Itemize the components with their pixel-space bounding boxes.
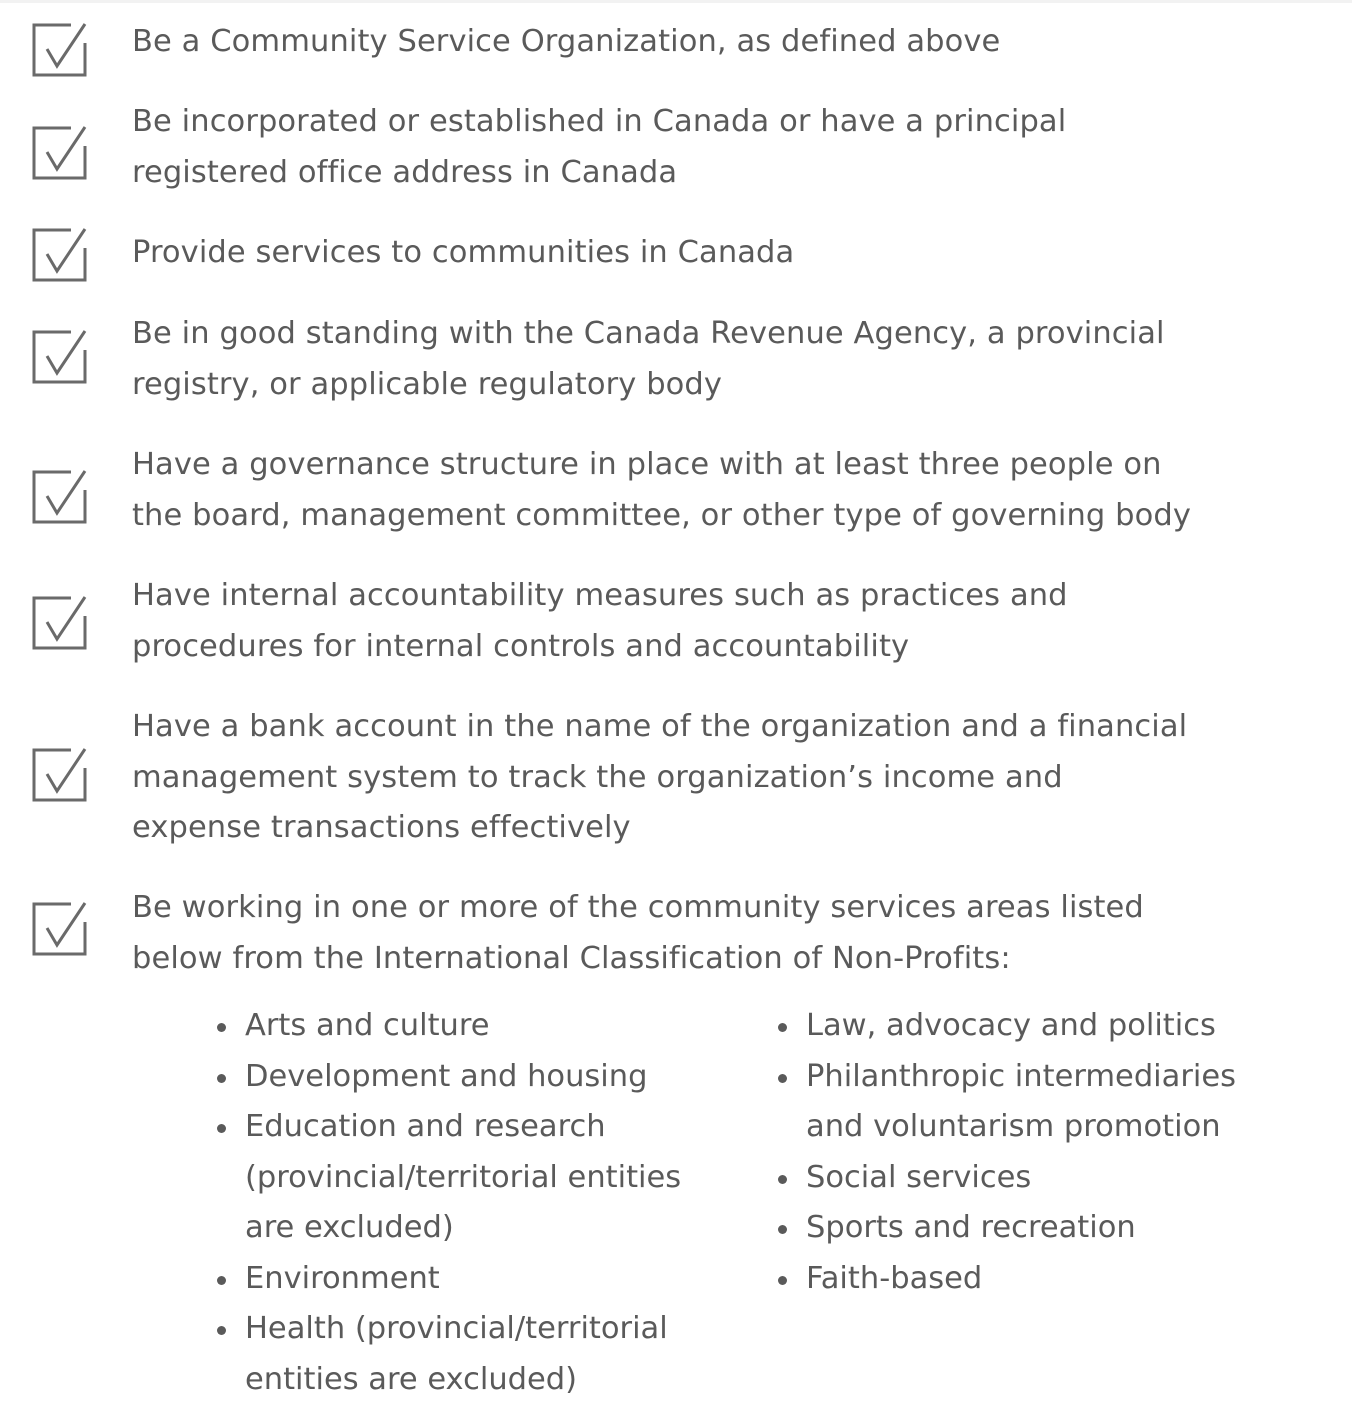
service-area-line: Faith-based bbox=[806, 1260, 983, 1296]
service-area-item bbox=[217, 1304, 681, 1405]
checked-box-icon bbox=[31, 21, 87, 77]
service-area-line: entities are excluded) bbox=[245, 1361, 578, 1397]
criterion-text bbox=[132, 883, 1332, 984]
checked-box-icon bbox=[31, 468, 87, 524]
service-area-item bbox=[778, 1001, 1236, 1052]
service-area-line: and voluntarism promotion bbox=[806, 1109, 1221, 1144]
service-area-line: Education and research bbox=[245, 1109, 606, 1144]
checked-box-icon bbox=[31, 226, 87, 282]
criterion-text bbox=[132, 228, 1332, 279]
service-area-line: Social services bbox=[806, 1159, 1032, 1195]
checked-box-icon bbox=[31, 124, 87, 180]
top-divider bbox=[0, 0, 1352, 3]
criterion-line: registered office address in Canada bbox=[132, 154, 678, 190]
service-area-line: Health (provincial/territorial bbox=[245, 1311, 668, 1346]
service-area-line: Development and housing bbox=[245, 1058, 648, 1094]
criterion-line: Provide services to communities in Canada bbox=[132, 235, 795, 270]
checked-box-icon bbox=[31, 594, 87, 650]
criterion-line: Have a bank account in the name of the organization and a financial bbox=[132, 709, 1188, 744]
service-area-item bbox=[778, 1254, 1236, 1305]
criterion-line: Have a governance structure in place with at least three people on bbox=[132, 447, 1162, 482]
criterion-line: Be in good standing with the Canada Revenue Agency, a provincial bbox=[132, 316, 1165, 351]
service-area-line: (provincial/territorial entities bbox=[245, 1159, 682, 1195]
criterion-text bbox=[132, 309, 1332, 410]
service-area-item bbox=[217, 1254, 681, 1305]
criterion-line: management system to track the organization’s income and bbox=[132, 759, 1063, 795]
checked-box-icon bbox=[31, 746, 87, 802]
service-area-line: are excluded) bbox=[245, 1210, 454, 1245]
service-area-item bbox=[217, 1052, 681, 1103]
service-areas-left-list bbox=[217, 1001, 681, 1405]
service-area-item bbox=[217, 1001, 681, 1052]
criterion-line: expense transactions effectively bbox=[132, 810, 631, 845]
service-area-line: Arts and culture bbox=[245, 1008, 490, 1043]
criterion-text bbox=[132, 440, 1332, 541]
criterion-text bbox=[132, 17, 1332, 68]
criterion-line: Be incorporated or established in Canada or have a principal bbox=[132, 104, 1067, 139]
criterion-line: the board, management committee, or other type of governing body bbox=[132, 497, 1192, 533]
service-area-line: Environment bbox=[245, 1260, 440, 1296]
criterion-text bbox=[132, 571, 1332, 672]
criterion-line: Be working in one or more of the community services areas listed bbox=[132, 890, 1144, 925]
service-area-item bbox=[778, 1153, 1236, 1204]
checked-box-icon bbox=[31, 900, 87, 956]
service-area-item bbox=[217, 1102, 681, 1254]
criterion-text bbox=[132, 702, 1332, 854]
criterion-line: registry, or applicable regulatory body bbox=[132, 366, 723, 402]
criterion-text bbox=[132, 97, 1332, 198]
criterion-line: below from the International Classification of Non-Profits: bbox=[132, 940, 1011, 976]
criterion-line: Be a Community Service Organization, as defined above bbox=[132, 24, 1001, 59]
criterion-line: procedures for internal controls and accountability bbox=[132, 628, 910, 664]
service-area-item bbox=[778, 1052, 1236, 1153]
service-areas-right-list bbox=[778, 1001, 1236, 1304]
service-area-line: Sports and recreation bbox=[806, 1210, 1136, 1245]
service-area-item bbox=[778, 1203, 1236, 1254]
service-area-line: Philanthropic intermediaries bbox=[806, 1058, 1237, 1094]
service-area-line: Law, advocacy and politics bbox=[806, 1008, 1216, 1043]
criterion-line: Have internal accountability measures such as practices and bbox=[132, 578, 1068, 613]
checked-box-icon bbox=[31, 328, 87, 384]
